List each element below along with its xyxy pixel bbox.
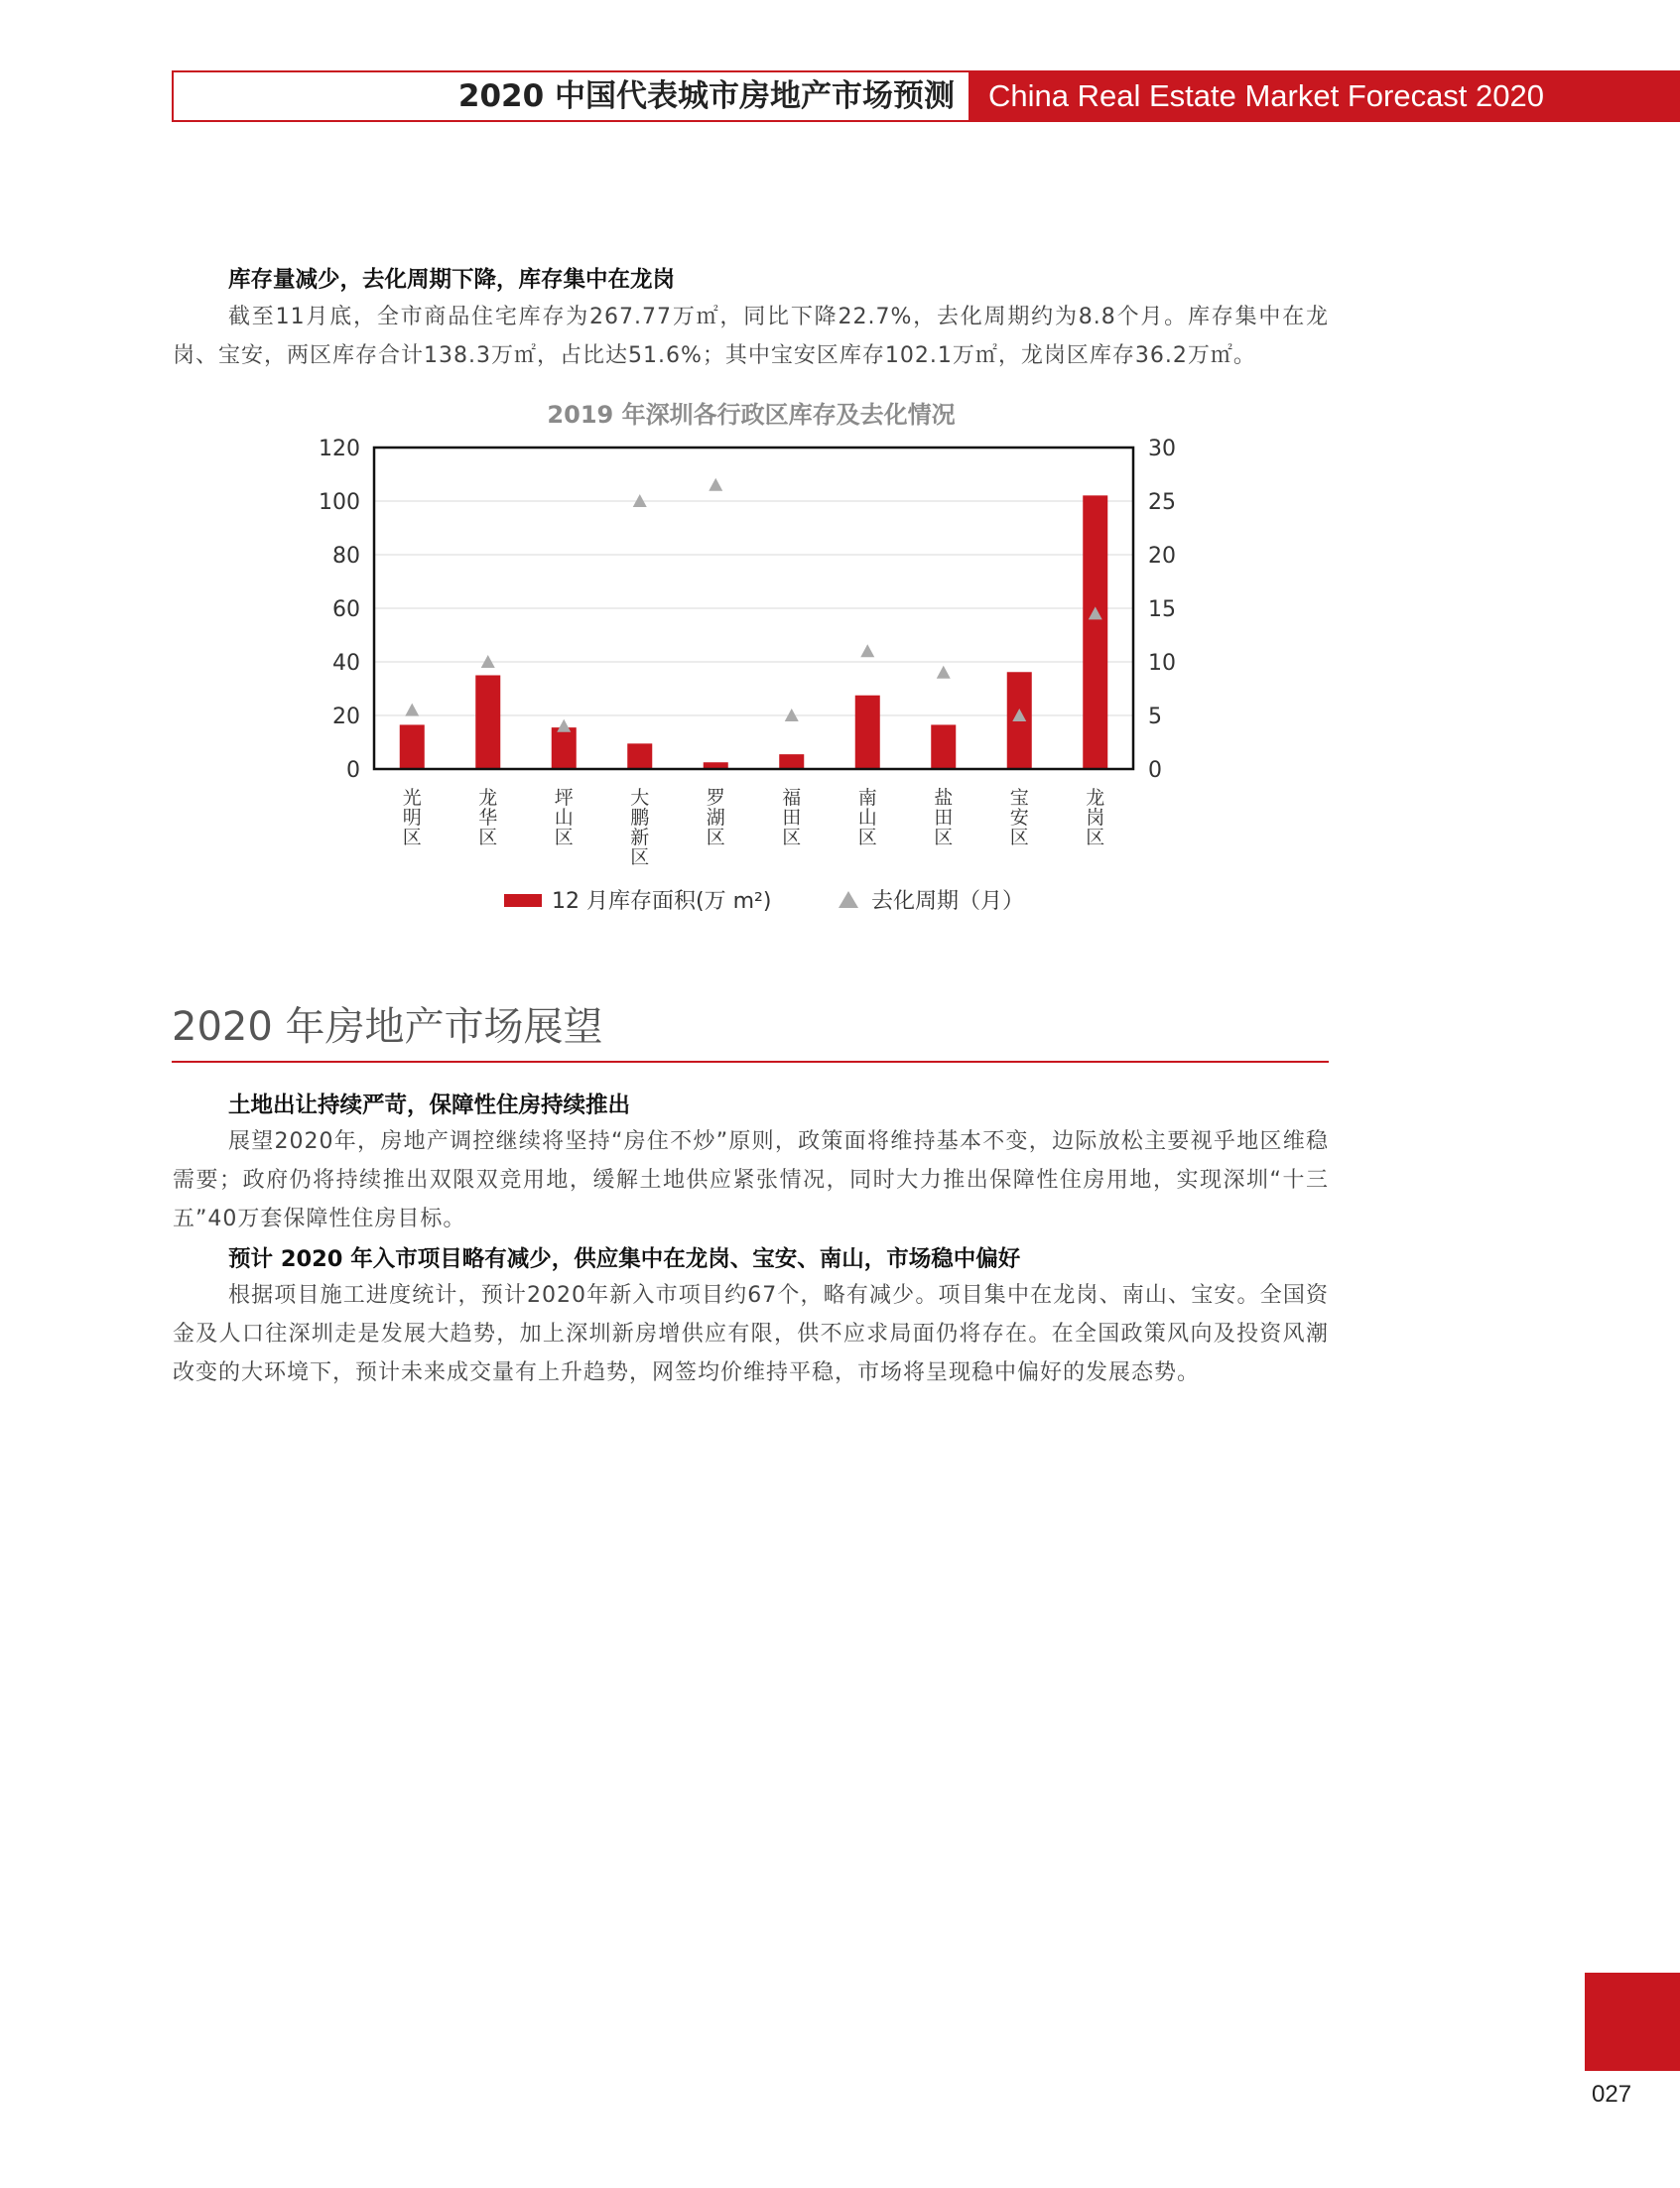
outlook-heading-2: 预计 2020 年入市项目略有减少，供应集中在龙岗、宝安、南山，市场稳中偏好: [228, 1246, 1021, 1272]
bar: [552, 727, 577, 769]
bar: [1083, 495, 1107, 769]
x-tick-label: 宝安区: [1009, 787, 1029, 848]
marker: [860, 644, 874, 657]
bar: [627, 743, 652, 769]
x-tick-label: 南山区: [857, 787, 877, 848]
chart-title: 2019 年深圳各行政区库存及去化情况: [547, 401, 956, 429]
chart-bars: [400, 495, 1108, 769]
y-tick-label-right: 5: [1148, 705, 1162, 729]
outlook-heading-1: 土地出让持续严苛，保障性住房持续推出: [228, 1093, 631, 1118]
x-tick-label: 福田区: [782, 787, 802, 848]
chart-legend: [504, 889, 1024, 914]
inventory-text: 截至11月底，全市商品住宅库存为267.77万㎡，同比下降22.7%，去化周期约为8.8个月。库存集中在龙岗、宝安，两区库存合计138.3万㎡，占比达51.6%；其中宝安区库存102.1万㎡，龙岗区库存36.2万㎡。: [173, 305, 1329, 368]
y-tick-label-left: 40: [332, 651, 360, 676]
y-tick-label-left: 20: [332, 705, 360, 729]
x-tick-label: 坪山区: [554, 787, 574, 848]
y-tick-label-right: 25: [1148, 490, 1176, 515]
inventory-heading: 库存量减少，去化周期下降，库存集中在龙岗: [228, 267, 676, 293]
header-title-cn: 2020 中国代表城市房地产市场预测: [457, 78, 955, 114]
y-tick-label-left: 120: [319, 437, 360, 461]
bar: [855, 696, 880, 769]
bar: [931, 724, 956, 769]
y-axis-left: [319, 437, 360, 783]
page-number: 027: [1592, 2081, 1632, 2108]
x-tick-label: 龙华区: [478, 787, 498, 848]
x-tick-label: 龙岗区: [1086, 787, 1105, 848]
outlook-paragraph-1: [173, 1122, 1329, 1238]
legend-marker-label: 去化周期（月）: [871, 889, 1025, 914]
section-title: 2020 年房地产市场展望: [172, 1004, 603, 1050]
marker: [405, 704, 419, 716]
legend-bar-label: 12 月库存面积(万 m²): [552, 889, 772, 914]
bar: [400, 724, 425, 769]
bar: [779, 754, 804, 769]
marker: [557, 719, 571, 732]
bar: [475, 676, 500, 770]
outlook-paragraph-2: [173, 1276, 1329, 1392]
y-tick-label-right: 20: [1148, 544, 1176, 569]
outlook-text-1: 展望2020年，房地产调控继续将坚持“房住不炒”原则，政策面将维持基本不变，边际放松主要视乎地区维稳需要；政府仍将持续推出双限双竞用地，缓解土地供应紧张情况，同时大力推出保障性住房用地，实现深圳“十三五”40万套保障性住房目标。: [173, 1129, 1329, 1231]
y-tick-label-right: 30: [1148, 437, 1176, 461]
y-tick-label-right: 10: [1148, 651, 1176, 676]
outlook-text-2: 根据项目施工进度统计，预计2020年新入市项目约67个，略有减少。项目集中在龙岗、南山、宝安。全国资金及人口往深圳走是发展大趋势，加上深圳新房增供应有限，供不应求局面仍将存在。在全国政策风向及投资风潮改变的大环境下，预计未来成交量有上升趋势，网签均价维持平稳，市场将呈现稳中偏好的发展态势。: [173, 1283, 1329, 1385]
y-axis-right: [1148, 437, 1176, 783]
y-tick-label-right: 0: [1148, 758, 1162, 783]
x-tick-label: 光明区: [402, 787, 422, 848]
x-tick-label: 大鹏新区: [630, 787, 650, 868]
legend-marker-swatch: [839, 891, 858, 908]
y-tick-label-right: 15: [1148, 597, 1176, 622]
x-axis-labels: [403, 787, 1105, 868]
chart-markers: [405, 478, 1102, 732]
section-divider: [172, 1061, 1329, 1063]
y-tick-label-left: 0: [346, 758, 360, 783]
y-tick-label-left: 100: [319, 490, 360, 515]
marker: [937, 666, 951, 679]
x-tick-label: 罗湖区: [706, 787, 725, 848]
marker: [709, 478, 722, 491]
header-title-en: China Real Estate Market Forecast 2020: [969, 70, 1680, 122]
inventory-chart: [0, 0, 1680, 953]
legend-bar-swatch: [504, 894, 542, 907]
x-tick-label: 盐田区: [934, 787, 954, 848]
y-tick-label-left: 80: [332, 544, 360, 569]
corner-tab: [1585, 1973, 1680, 2071]
y-tick-label-left: 60: [332, 597, 360, 622]
